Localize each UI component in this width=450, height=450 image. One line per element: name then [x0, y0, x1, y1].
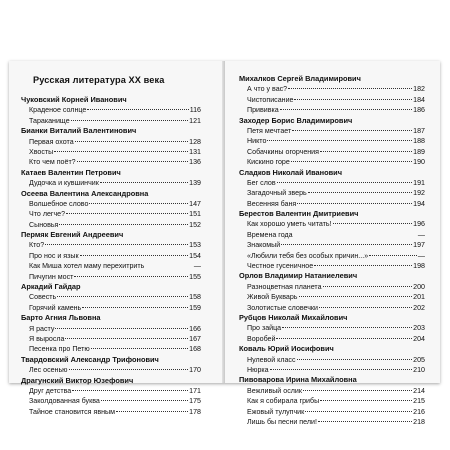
toc-entry: [21, 386, 201, 396]
book-spread: [9, 61, 440, 426]
toc-entry-title: Друг детства: [29, 386, 72, 395]
toc-entry-title: Чистописание: [247, 95, 294, 104]
toc-page-number: 136: [189, 158, 201, 167]
toc-entry: [21, 344, 201, 354]
toc-leader-dots: [91, 348, 188, 349]
toc-author: Бианки Виталий Валентинович: [21, 126, 137, 136]
toc-entry: [21, 157, 201, 167]
toc-entry-title: Первая охота: [29, 137, 74, 146]
toc-leader-dots: [297, 359, 413, 360]
toc-entry-title: Хвосты: [29, 147, 54, 156]
toc-entry-title: Сыновья: [29, 220, 59, 229]
toc-entry: [239, 178, 425, 188]
toc-entry-title: Как хорошо уметь читать!: [247, 220, 332, 229]
left-page: [9, 61, 224, 416]
toc-page-number: 191: [413, 178, 425, 187]
toc-entry-title: Разноцветная планета: [247, 282, 322, 291]
toc-entry: [239, 386, 425, 396]
toc-entry: [21, 272, 201, 282]
toc-entry-title: Весенняя баня: [247, 199, 297, 208]
toc-page-number: 201: [413, 293, 425, 302]
toc-page-number: 188: [413, 137, 425, 146]
toc-page-number: 205: [413, 355, 425, 364]
toc-leader-dots: [276, 338, 412, 339]
toc-leader-dots: [75, 141, 188, 142]
toc-leader-dots: [297, 203, 412, 204]
toc-page-number: 166: [189, 324, 201, 333]
toc-entry: [239, 147, 425, 157]
toc-leader-dots: [333, 223, 413, 224]
toc-entry: [21, 220, 201, 230]
toc-page-number: —: [193, 262, 201, 271]
toc-entry: [239, 240, 425, 250]
toc-entry: [21, 334, 201, 344]
toc-page-number: 196: [413, 220, 425, 229]
toc-leader-dots: [282, 327, 412, 328]
toc-entry-title: Собачкины огорчения: [247, 147, 319, 156]
toc-entry: [239, 282, 425, 292]
toc-leader-dots: [101, 400, 188, 401]
toc-entry: [21, 147, 201, 157]
toc-entry: [21, 396, 201, 406]
toc-page-number: 204: [413, 334, 425, 343]
toc-page-number: 194: [413, 199, 425, 208]
toc-author: Драгунский Виктор Юзефович: [21, 375, 134, 385]
toc-entry: [239, 417, 425, 427]
toc-entry: [239, 219, 425, 229]
toc-leader-dots: [277, 182, 413, 183]
toc-entry-title: Я расту: [29, 324, 55, 333]
toc-entry-title: Лишь бы песни пели!: [247, 417, 317, 426]
toc-page-number: 215: [413, 397, 425, 406]
toc-entry-title: Золотистые словечки: [247, 303, 318, 312]
toc-entry-title: Кто чем поёт?: [29, 158, 76, 167]
toc-author: Рубцов Николай Михайлович: [239, 312, 348, 322]
toc-entry: [21, 407, 201, 417]
toc-entry-title: А что у вас?: [247, 85, 288, 94]
toc-entry-title: Никто: [247, 137, 267, 146]
toc-author: Твардовский Александр Трифонович: [21, 354, 159, 364]
toc-entry: [239, 323, 425, 333]
toc-entry: [239, 292, 425, 302]
toc-leader-dots: [280, 109, 412, 110]
toc-entry: [239, 407, 425, 417]
toc-entry: [239, 126, 425, 136]
toc-author: Сладков Николай Иванович: [239, 167, 342, 177]
toc-page-number: 203: [413, 324, 425, 333]
toc-leader-dots: [292, 130, 412, 131]
toc-author: Заходер Борис Владимирович: [239, 115, 353, 125]
toc-entry: [239, 261, 425, 271]
toc-leader-dots: [45, 244, 188, 245]
toc-page-number: 187: [413, 126, 425, 135]
toc-author: Коваль Юрий Иосифович: [239, 344, 334, 354]
toc-leader-dots: [66, 213, 188, 214]
left-toc-column: [21, 95, 201, 417]
toc-page-number: —: [417, 251, 425, 260]
toc-entry: [21, 209, 201, 219]
toc-entry: [239, 396, 425, 406]
toc-page-number: 147: [189, 199, 201, 208]
toc-author: Пивоварова Ирина Михайловна: [239, 375, 357, 385]
toc-leader-dots: [270, 369, 413, 370]
toc-entry: [21, 292, 201, 302]
toc-page-number: 116: [189, 106, 201, 115]
toc-page-number: 159: [189, 303, 201, 312]
toc-page-number: 210: [413, 365, 425, 374]
toc-page-number: 186: [413, 106, 425, 115]
toc-page-number: 202: [413, 303, 425, 312]
toc-entry-title: Петя мечтает: [247, 126, 292, 135]
toc-author: Осеева Валентина Александровна: [21, 188, 149, 198]
toc-entry: [21, 199, 201, 209]
toc-entry-title: Загадочный зверь: [247, 189, 307, 198]
toc-leader-dots: [55, 328, 188, 329]
right-toc-column: [239, 74, 425, 427]
toc-entry-title: Честное гусеничное: [247, 262, 314, 271]
toc-leader-dots: [314, 265, 412, 266]
toc-leader-dots: [72, 390, 188, 391]
toc-leader-dots: [69, 369, 189, 370]
toc-page-number: 192: [413, 189, 425, 198]
toc-author: Чуковский Корней Иванович: [21, 95, 127, 104]
toc-author: Орлов Владимир Натаниелевич: [239, 271, 358, 281]
toc-entry: [239, 157, 425, 167]
toc-leader-dots: [323, 286, 413, 287]
toc-entry: [239, 365, 425, 375]
toc-leader-dots: [294, 99, 412, 100]
toc-leader-dots: [100, 182, 188, 183]
toc-leader-dots: [57, 296, 188, 297]
toc-page-number: 168: [189, 345, 201, 354]
toc-entry: [21, 251, 201, 261]
toc-page-number: 155: [189, 272, 201, 281]
toc-entry-title: Горячий камень: [29, 303, 82, 312]
toc-leader-dots: [308, 192, 412, 193]
toc-entry-title: Вежливый ослик: [247, 386, 302, 395]
toc-entry: [239, 303, 425, 313]
toc-leader-dots: [87, 109, 188, 110]
toc-page-number: 175: [189, 397, 201, 406]
toc-entry: [239, 136, 425, 146]
section-title: Русская литература XX века: [33, 75, 165, 85]
toc-page-number: 121: [189, 116, 201, 125]
toc-entry-title: Бег слов: [247, 178, 276, 187]
toc-page-number: 153: [189, 241, 201, 250]
toc-page-number: 198: [413, 262, 425, 271]
toc-leader-dots: [116, 411, 188, 412]
toc-entry-title: Про нос и язык: [29, 251, 79, 260]
toc-entry-title: Волшебное слово: [29, 199, 89, 208]
toc-entry: [239, 355, 425, 365]
toc-page-number: 128: [189, 137, 201, 146]
toc-author: Аркадий Гайдар: [21, 282, 81, 292]
toc-leader-dots: [54, 151, 188, 152]
toc-entry-title: Времена года: [247, 230, 293, 239]
toc-entry: [21, 365, 201, 375]
toc-entry: [239, 188, 425, 198]
toc-page-number: 131: [189, 147, 201, 156]
toc-leader-dots: [59, 224, 188, 225]
toc-leader-dots: [299, 296, 413, 297]
toc-page-number: 151: [189, 210, 201, 219]
toc-entry: [239, 95, 425, 105]
toc-page-number: 214: [413, 386, 425, 395]
toc-entry: [239, 105, 425, 115]
toc-entry-title: Кто?: [29, 241, 45, 250]
toc-entry: [239, 251, 425, 261]
toc-entry: [21, 178, 201, 188]
toc-page-number: 139: [189, 179, 201, 188]
toc-entry-title: Кискино горе: [247, 158, 290, 167]
toc-entry: [21, 240, 201, 250]
toc-entry-title: Дудочка и кувшинчик: [29, 179, 99, 188]
toc-author: Михалков Сергей Владимирович: [239, 74, 361, 83]
toc-page-number: 197: [413, 241, 425, 250]
toc-entry: [21, 303, 201, 313]
toc-author: Катаев Валентин Петрович: [21, 167, 121, 177]
toc-leader-dots: [267, 140, 412, 141]
toc-entry-title: Тараканище: [29, 116, 70, 125]
toc-page-number: 170: [189, 366, 201, 375]
toc-entry-title: Песенка про Петю: [29, 345, 90, 354]
toc-entry-title: Нюрка: [247, 365, 269, 374]
toc-page-number: 171: [189, 386, 201, 395]
toc-entry-title: Как я собирала грибы: [247, 397, 320, 406]
toc-leader-dots: [89, 203, 188, 204]
toc-entry: [239, 84, 425, 94]
toc-entry-title: Пичугин мост: [29, 272, 74, 281]
toc-leader-dots: [319, 307, 412, 308]
toc-entry-title: Тайное становится явным: [29, 407, 115, 416]
toc-page-number: 152: [189, 220, 201, 229]
toc-author: Пермяк Евгений Андреевич: [21, 230, 124, 240]
toc-page-number: —: [417, 230, 425, 239]
toc-leader-dots: [318, 421, 412, 422]
toc-leader-dots: [369, 255, 417, 256]
toc-entry-title: Заколдованная буква: [29, 397, 100, 406]
toc-entry: [21, 324, 201, 334]
toc-entry-title: Воробей: [247, 334, 276, 343]
toc-entry-title: Прививка: [247, 106, 279, 115]
toc-leader-dots: [320, 151, 412, 152]
toc-entry: [239, 199, 425, 209]
toc-leader-dots: [303, 390, 412, 391]
toc-author: Берестов Валентин Дмитриевич: [239, 209, 359, 219]
toc-page-number: 167: [189, 334, 201, 343]
toc-entry-title: Что легче?: [29, 210, 66, 219]
toc-leader-dots: [305, 411, 412, 412]
toc-entry-title: Краденое солнце: [29, 106, 87, 115]
toc-entry: [21, 261, 201, 271]
toc-page-number: 218: [413, 417, 425, 426]
toc-entry-title: Живой Букварь: [247, 293, 298, 302]
toc-entry-title: Как Миша хотел маму перехитрить: [29, 262, 145, 271]
toc-entry: [239, 334, 425, 344]
toc-entry-title: Нулевой класс: [247, 355, 296, 364]
toc-leader-dots: [288, 88, 412, 89]
toc-page-number: 182: [413, 85, 425, 94]
toc-entry: [239, 230, 425, 240]
toc-entry-title: Совесть: [29, 293, 57, 302]
toc-leader-dots: [82, 307, 188, 308]
toc-entry: [21, 116, 201, 126]
toc-page-number: 158: [189, 293, 201, 302]
toc-entry-title: Знакомый: [247, 241, 281, 250]
toc-leader-dots: [80, 255, 189, 256]
toc-entry: [21, 105, 201, 115]
toc-page-number: 184: [413, 95, 425, 104]
toc-leader-dots: [71, 120, 189, 121]
toc-page-number: 200: [413, 282, 425, 291]
toc-entry-title: Ежовый тулупчик: [247, 407, 305, 416]
toc-leader-dots: [281, 244, 412, 245]
toc-page-number: 154: [189, 251, 201, 260]
toc-page-number: 190: [413, 158, 425, 167]
toc-leader-dots: [74, 276, 188, 277]
toc-entry: [21, 137, 201, 147]
right-page: [225, 61, 440, 426]
toc-leader-dots: [65, 338, 188, 339]
toc-author: Барто Агния Львовна: [21, 313, 101, 323]
toc-entry-title: «Любили тебя без особых причин...»: [247, 251, 369, 260]
toc-entry-title: Про зайца: [247, 324, 282, 333]
toc-page-number: 216: [413, 407, 425, 416]
toc-leader-dots: [320, 400, 412, 401]
toc-leader-dots: [291, 161, 412, 162]
toc-page-number: 178: [189, 407, 201, 416]
toc-leader-dots: [77, 161, 189, 162]
toc-page-number: 189: [413, 147, 425, 156]
toc-entry-title: Я выросла: [29, 334, 65, 343]
toc-entry-title: Лес осенью: [29, 366, 68, 375]
